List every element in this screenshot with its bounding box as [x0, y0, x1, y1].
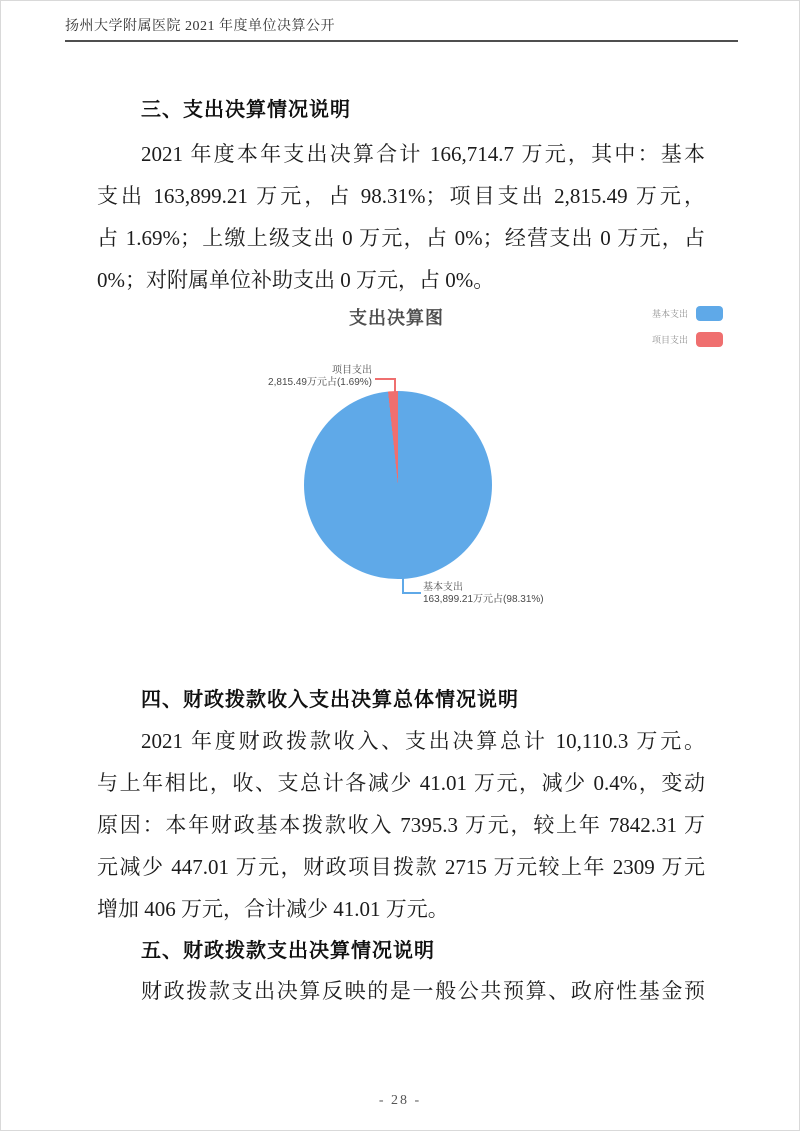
legend-label-project: 项目支出: [651, 335, 688, 345]
pie-label-project: [242, 365, 372, 389]
page-number: - 28 -: [378, 1093, 422, 1108]
legend-item-project: [601, 332, 723, 347]
text-line: 2021 年度财政拨款收入、支出决算总计 10,110.3 万元。: [141, 729, 705, 753]
label-leader-line: [402, 592, 421, 594]
section-fiscal-total-paragraph: [97, 720, 705, 930]
text-line: 0%；对附属单位补助支出 0 万元，占 0%。: [97, 268, 495, 292]
pie-label-project-value: 2,815.49万元占(1.69%): [268, 377, 372, 388]
text-line: 元减少 447.01 万元，财政项目拨款 2715 万元较上年 2309 万元: [97, 855, 705, 879]
header-divider: [65, 40, 738, 42]
text-line: 占 1.69%；上缴上级支出 0 万元，占 0%；经营支出 0 万元，占: [97, 226, 705, 250]
label-leader-line: [402, 575, 404, 593]
section-expenditure-heading: 三、支出决算情况说明: [141, 99, 351, 121]
pie-label-basic-value: 163,899.21万元占(98.31%): [423, 594, 544, 605]
text-line: 财政拨款支出决算反映的是一般公共预算、政府性基金预: [141, 979, 705, 1003]
pie-label-basic: [423, 582, 544, 606]
label-leader-line: [375, 378, 395, 380]
document-header-title: 扬州大学附属医院 2021 年度单位决算公开: [65, 19, 335, 34]
label-leader-line: [394, 378, 396, 393]
text-line: 增加 406 万元，合计减少 41.01 万元。: [97, 897, 449, 921]
legend-label-basic: 基本支出: [651, 309, 688, 319]
text-line: 支出 163,899.21 万元，占 98.31%；项目支出 2,815.49 万元，: [97, 184, 705, 208]
chart-title: 支出决算图: [349, 308, 444, 328]
pie-label-project-name: 项目支出: [332, 365, 372, 376]
section-fiscal-expenditure-heading: 五、财政拨款支出决算情况说明: [141, 940, 435, 962]
text-line: 与上年相比，收、支总计各减少 41.01 万元，减少 0.4%，变动: [97, 771, 705, 795]
section-expenditure-paragraph: [97, 133, 705, 301]
legend-swatch-project: [696, 332, 723, 347]
section-fiscal-expenditure-paragraph: [97, 970, 705, 1012]
pie-label-basic-name: 基本支出: [423, 582, 463, 593]
text-line: 原因：本年财政基本拨款收入 7395.3 万元，较上年 7842.31 万: [97, 813, 705, 837]
pie-graphic: [304, 391, 492, 579]
legend-item-basic: [601, 306, 723, 321]
chart-legend: [601, 306, 723, 358]
text-line: 2021 年度本年支出决算合计 166,714.7 万元，其中：基本: [141, 142, 705, 166]
section-fiscal-total-heading: 四、财政拨款收入支出决算总体情况说明: [141, 689, 519, 711]
legend-swatch-basic: [696, 306, 723, 321]
